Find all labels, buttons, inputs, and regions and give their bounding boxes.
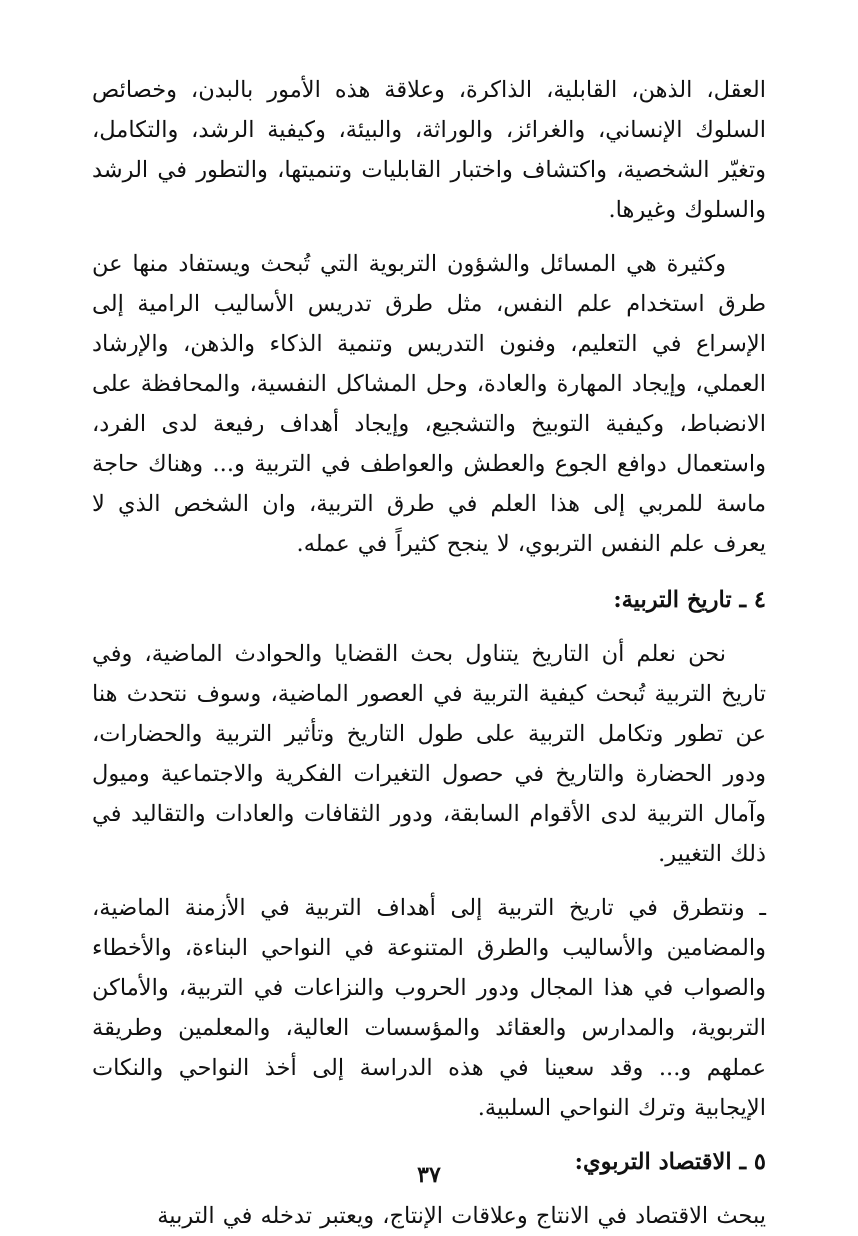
paragraph-educational-issues: وكثيرة هي المسائل والشؤون التربوية التي تُبحث ويستفاد منها عن طرق استخدام علم النفس، مثل طرق تدريس الأساليب الرامية إلى الإسراع في التعليم، وفنون التدريس وتنمية الذكاء والذهن، والإرشاد العملي، وإيجاد المهارة والعادة، وحل المشاكل النفسية، والمحافظة على الانضباط، وكيفية التوبيخ والتشجيع، وإيجاد أهداف رفيعة لدى الفرد، واستعمال دوافع الجوع والعطش والعواطف في التربية و... وهناك حاجة ماسة للمربي إلى هذا العلم في طرق التربية، وان الشخص الذي لا يعرف علم النفس التربوي، لا ينجح كثيراً في عمله. — [92, 251, 766, 557]
paragraph-economics-intro: يبحث الاقتصاد في الانتاج وعلاقات الإنتاج، ويعتبر تدخله في التربية — [157, 1203, 766, 1229]
paragraph-history-intro: نحن نعلم أن التاريخ يتناول بحث القضايا والحوادث الماضية، وفي تاريخ التربية تُبحث كيفية التربية في العصور الماضية، وسوف نتحدث هنا عن تطور وتكامل التربية على طول التاريخ وتأثير التربية والحضارات، ودور الحضارة والتاريخ في حصول التغيرات الفكرية والاجتماعية وميول وآمال التربية لدى الأقوام السابقة، ودور الثقافات والعادات والتقاليد في ذلك التغيير. — [92, 641, 766, 867]
paragraph-mind-behavior: العقل، الذهن، القابلية، الذاكرة، وعلاقة هذه الأمور بالبدن، وخصائص السلوك الإنساني، والغرائز، والوراثة، والبيئة، وكيفية الرشد، والتكامل، وتغيّر الشخصية، واكتشاف واختبار القابليات وتنميتها، والتطور في الرشد والسلوك وغيرها. — [92, 77, 766, 223]
paragraph-history-details: ـ ونتطرق في تاريخ التربية إلى أهداف التربية في الأزمنة الماضية، والمضامين والأساليب والطرق المتنوعة في النواحي البناءة، والأخطاء والصواب في هذا المجال ودور الحروب والنزاعات في التربية، والأماكن التربوية، والمدارس والعقائد والمؤسسات العالية، والمعلمين وطريقة عملهم و... وقد سعينا في هذه الدراسة إلى أخذ النواحي والنكات الإيجابية وترك النواحي السلبية. — [92, 895, 766, 1121]
heading-educational-economics: ٥ ـ الاقتصاد التربوي: — [574, 1149, 766, 1175]
page-number: ٣٧ — [417, 1162, 441, 1188]
heading-history-of-education: ٤ ـ تاريخ التربية: — [613, 587, 766, 613]
